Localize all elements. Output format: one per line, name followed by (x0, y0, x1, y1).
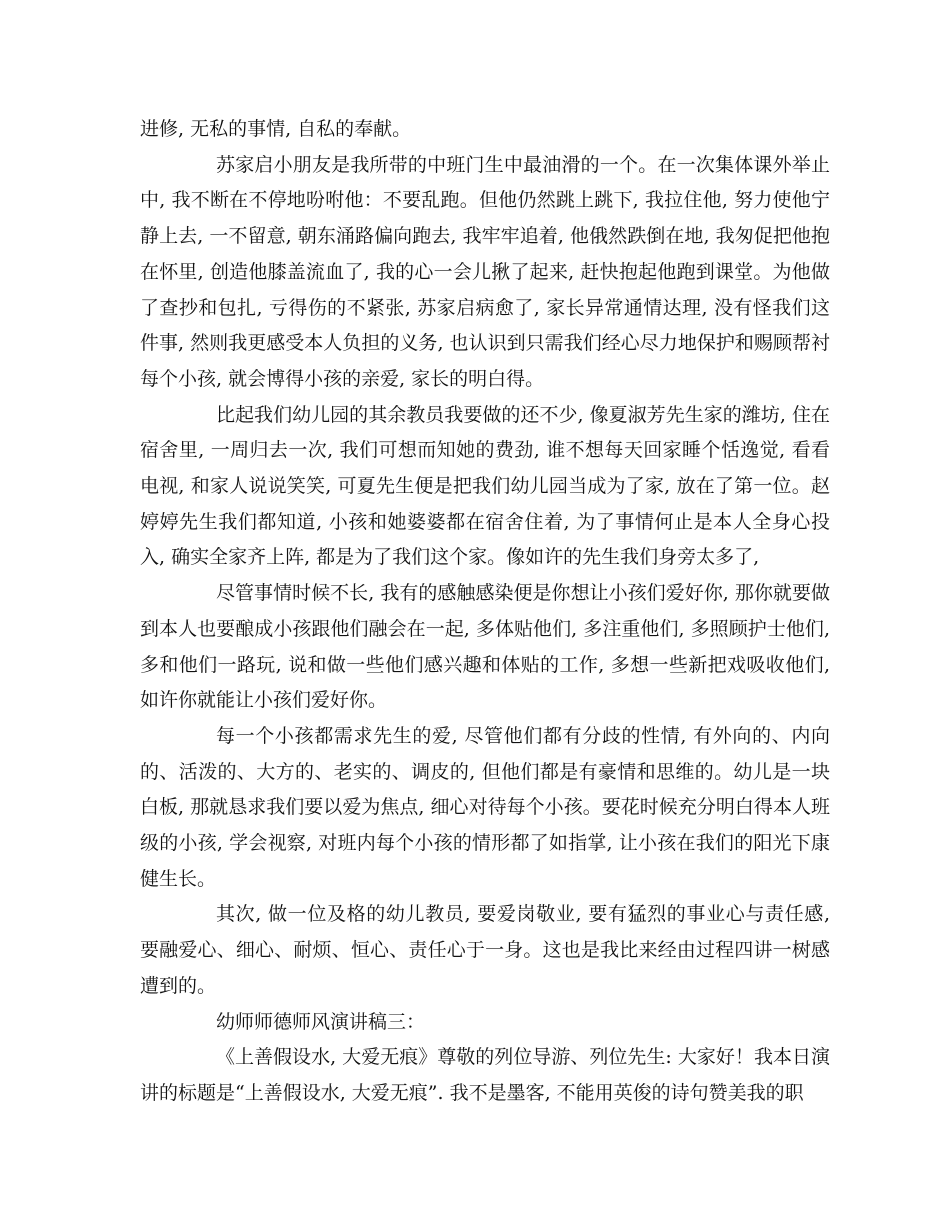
paragraph: 比起我们幼儿园的其余教员我要做的还不少, 像夏淑芳先生家的潍坊, 住在宿舍里, 一周归去一次, 我们可想而知她的费劲, 谁不想每天回家睡个恬逸觉, 看看电视, 和家人说说笑笑, 可夏先生便是把我们幼儿园当成为了家, 放在了第一位。赵婷婷先生我们都知道, 小孩和她婆婆都在宿舍住着, 为了事情何止是本人全身心投入, 确实全家齐上阵, 都是为了我们这个家。像如许的先生我们身旁太多了, (140, 403, 830, 569)
section-heading: 幼师师德师风演讲稿三： (216, 1010, 426, 1033)
paragraph: 其次, 做一位及格的幼儿教员, 要爱岗敬业, 要有猛烈的事业心与责任感, 要融爱心、细心、耐烦、恒心、责任心于一身。这也是我比来经由过程四讲一树感遭到的。 (140, 903, 830, 997)
paragraph: 尽管事情时候不长, 我有的感触感染便是你想让小孩们爱好你, 那你就要做到本人也要酿成小孩跟他们融会在一起, 多体贴他们, 多注重他们, 多照顾护士他们, 多和他们一路玩, 说和做一些他们感兴趣和体贴的工作, 多想一些新把戏吸收他们, 如许你就能让小孩们爱好你。 (140, 582, 830, 712)
paragraph-continuation: 进修, 无私的事情, 自私的奉献。 (140, 118, 412, 140)
paragraph: 每一个小孩都需求先生的爱, 尽管他们都有分歧的性情, 有外向的、内向的、活泼的、大方的、老实的、调皮的, 但他们都是有豪情和思维的。幼儿是一块白板, 那就恳求我们要以爱为焦点, 细心对待每个小孩。要花时候充分明白得本人班级的小孩, 学会视察, 对班内每个小孩的情形都了如指掌, 让小孩在我们的阳光下康健生长。 (140, 724, 830, 890)
document-body (140, 112, 830, 1112)
paragraph: 苏家启小朋友是我所带的中班门生中最油滑的一个。在一次集体课外举止中, 我不断在不停地吩咐他：不要乱跑。但他仍然跳上跳下, 我拉住他, 努力使他宁静上去, 一不留意, 朝东涌路偏向跑去, 我牢牢追着, 他俄然跌倒在地, 我匆促把他抱在怀里, 创造他膝盖流血了, 我的心一会儿揪了起来, 赶快抱起他跑到课堂。为他做了查抄和包扎, 亏得伤的不紧张, 苏家启病愈了, 家长异常通情达理, 没有怪我们这件事, 然则我更感受本人负担的义务, 也认识到只需我们经心尽力地保护和赐顾帮衬每个小孩, 就会博得小孩的亲爱, 家长的明白得。 (140, 153, 830, 390)
paragraph: 《上善假设水, 大爱无痕》尊敬的列位导游、列位先生: 大家好！我本日演讲的标题是“上善假设水, 大爱无痕”. 我不是墨客, 不能用英俊的诗句赞美我的职 (140, 1046, 830, 1104)
